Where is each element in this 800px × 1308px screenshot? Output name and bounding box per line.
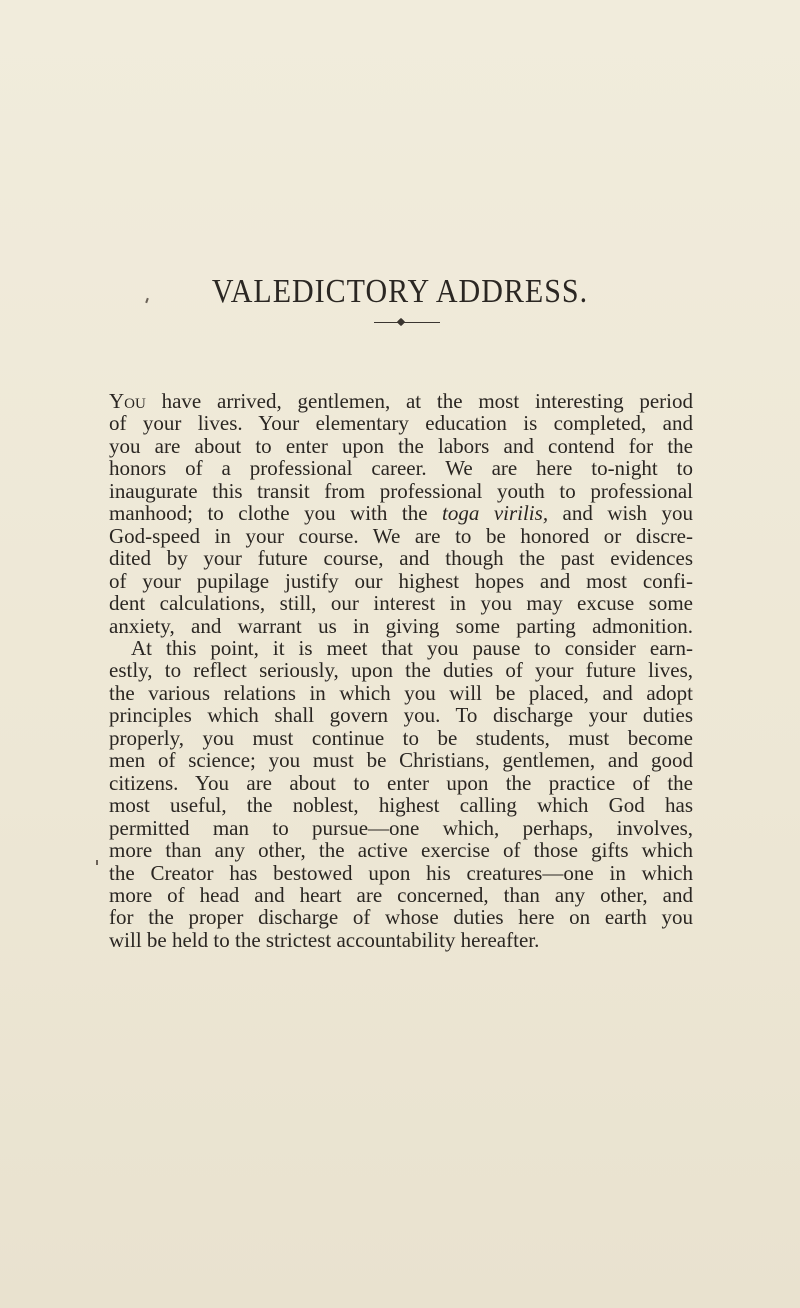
text-line: dent calculations, still, our interest in you may excuse some: [109, 591, 693, 616]
text-line: estly, to reflect seriously, upon the duties of your future lives,: [109, 658, 693, 683]
text-line: dited by your future course, and though the past evidences: [109, 546, 693, 571]
text-line: inaugurate this transit from professional youth to professional: [109, 478, 693, 503]
page-title: VALEDICTORY ADDRESS.: [211, 272, 589, 310]
text-line: anxiety, and warrant us in giving some parting admonition.: [109, 613, 693, 638]
text-line: the Creator has bestowed upon his creatures—one in which: [109, 860, 693, 885]
text-line: At this point, it is meet that you pause to consider earn-: [131, 635, 693, 660]
text-line: God-speed in your course. We are to be honored or discre-: [109, 523, 693, 548]
text-line: citizens. You are about to enter upon the practice of the: [109, 770, 693, 795]
text-line: most useful, the noblest, highest calling which God has: [109, 793, 693, 818]
address-paragraph: [109, 390, 693, 951]
opening-word: You: [109, 389, 146, 413]
divider-ornament: [397, 318, 405, 326]
text-line: manhood; to clothe you with the toga virilis, and wish you: [109, 501, 694, 526]
text-line: of your lives. Your elementary education is completed, and: [109, 411, 693, 436]
text-line: permitted man to pursue—one which, perhaps, involves,: [109, 815, 693, 840]
margin-speck: [96, 860, 98, 865]
text-line: will be held to the strictest accountability hereafter.: [109, 927, 540, 952]
text-line: for the proper discharge of whose duties here on earth you: [109, 905, 693, 930]
text-line: honors of a professional career. We are here to-night to: [109, 456, 693, 481]
text-line: of your pupilage justify our highest hopes and most confi-: [109, 568, 693, 593]
latin-phrase: toga virilis,: [442, 501, 549, 526]
text-line: more than any other, the active exercise of those gifts which: [109, 838, 693, 863]
text-line: the various relations in which you will be placed, and adopt: [109, 680, 693, 705]
text-line: properly, you must continue to be students, must become: [109, 725, 693, 750]
text-line: you are about to enter upon the labors and contend for the: [109, 433, 693, 458]
title-divider: [374, 322, 440, 323]
text-line: men of science; you must be Christians, gentlemen, and good: [109, 748, 693, 773]
text-line: more of head and heart are concerned, than any other, and: [109, 882, 693, 907]
text-line: principles which shall govern you. To discharge your duties: [109, 703, 693, 728]
text-line: You have arrived, gentlemen, at the most interesting period: [109, 389, 693, 413]
